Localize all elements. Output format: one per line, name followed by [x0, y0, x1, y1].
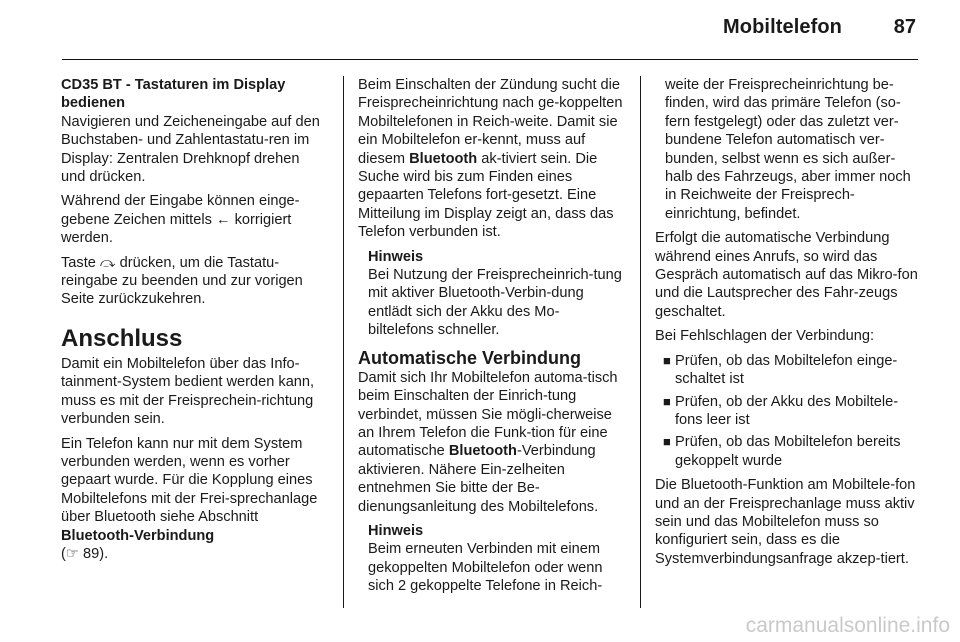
watermark: carmanualsonline.info	[745, 614, 950, 637]
paragraph: Während der Eingabe können einge-gebene Zeichen mittels ← korrigiert werden.	[61, 193, 300, 247]
bullet-list	[655, 352, 921, 470]
header-rule	[62, 59, 918, 60]
bullet-square-icon: ■	[663, 352, 671, 368]
column-3	[655, 76, 921, 574]
list-item	[655, 433, 921, 470]
paragraph-text: Damit sich Ihr Mobiltelefon automa-tisch beim Einschalten der Einrich-tung verbindet, müssen Sie mögli-cherweise an Ihrem Telefon die Funk-tion für eine automatische	[358, 369, 618, 460]
bold-term: Bluetooth	[409, 150, 478, 167]
note-text: Beim erneuten Verbinden mit einem gekoppelten Mobiltelefon oder wenn sich 2 gekoppelte Telefone in Reich-	[368, 541, 603, 595]
paragraph: Navigieren und Zeicheneingabe auf den Buchstaben- und Zahlentastatu-ren im Display: Zentralen Drehknopf drehen und drücken.	[61, 113, 320, 186]
section-heading: Anschluss	[61, 324, 183, 352]
page-number: 87	[893, 16, 916, 38]
list-item-text: Prüfen, ob der Akku des Mobiltele-fons leer ist	[675, 393, 899, 428]
note-box	[358, 522, 624, 596]
bold-term: Bluetooth	[448, 443, 517, 460]
paragraph-text: Ein Telefon kann nur mit dem System verbunden werden, wenn es vorher gepaart wurde. Für die Kopplung eines Mobiltelefons mit der Frei-sprechanlage über Bluetooth siehe Abschnitt	[61, 435, 318, 526]
paragraph-text: -Verbindung aktivieren. Nähere Ein-zelheiten entnehmen Sie bitte der Be-dienungsanleitung des Mobiltelefons.	[358, 443, 599, 515]
page-reference[interactable]: (☞ 89).	[61, 545, 109, 562]
cross-reference-link[interactable]: Bluetooth-Verbindung	[61, 527, 215, 544]
note-heading: Hinweis	[368, 248, 424, 265]
bullet-square-icon: ■	[663, 434, 671, 450]
paragraph: Damit ein Mobiltelefon über das Info-tainment-System bedient werden kann, muss es mit der Freisprechein-richtung verbunden sein.	[61, 355, 315, 428]
paragraph-text: ak-tiviert sein. Die Suche wird bis zum Finden eines gepaarten Telefons fort-gesetzt. Eine Mitteilung im Display zeigt an, dass das Telefon verbunden ist.	[358, 150, 614, 241]
note-box	[358, 248, 624, 340]
note-continuation: weite der Freisprecheinrichtung be-finden, wird das primäre Telefon (so-fern festgelegt) oder das zuletzt ver-bundene Telefon automatisch ver-bunden, selbst wenn es sich außer-halb des Fahrzeugs, aber immer noch in Reichweite der Freisprech-einrichtung, befindet.	[665, 77, 911, 222]
paragraph: Erfolgt die automatische Verbindung während eines Anrufs, so wird das Gespräch automatisch auf das Mikro-fon und die Lautsprecher des Fahr-zeugs geschaltet.	[655, 230, 918, 320]
paragraph	[358, 369, 624, 516]
list-item-text: Prüfen, ob das Mobiltelefon einge-schaltet ist	[675, 352, 898, 388]
list-item	[655, 352, 921, 389]
paragraph	[358, 76, 624, 242]
column-1	[61, 76, 327, 569]
paragraph-text: Beim Einschalten der Zündung sucht die Freisprecheinrichtung nach ge-koppelten Mobiltelefonen in Reich-weite. Damit sie ein Mobiltelefon er-kennt, muss auf diesem	[358, 77, 623, 167]
paragraph	[61, 435, 327, 564]
bullet-square-icon: ■	[663, 393, 671, 409]
column-divider-2	[640, 76, 641, 608]
paragraph: Taste ⤼ drücken, um die Tastatu-reingabe zu beenden und zur vorigen Seite zurückzukehren.	[61, 254, 303, 308]
paragraph: Bei Fehlschlagen der Verbindung:	[655, 328, 875, 345]
section-heading: Automatische Verbindung	[358, 347, 582, 368]
note-text: Bei Nutzung der Freisprecheinrich-tung mit aktiver Bluetooth-Verbin-dung entlädt sich der Akku des Mo-biltelefons schneller.	[368, 267, 622, 339]
page-header	[0, 0, 960, 60]
list-item	[655, 393, 921, 430]
list-item-text: Prüfen, ob das Mobiltelefon bereits gekoppelt wurde	[675, 434, 901, 469]
section-subheading: CD35 BT - Tastaturen im Display bedienen	[61, 77, 286, 112]
note-heading: Hinweis	[368, 522, 424, 539]
page-title: Mobiltelefon	[723, 16, 842, 38]
column-2	[358, 76, 624, 602]
column-divider-1	[343, 76, 344, 608]
paragraph: Die Bluetooth-Funktion am Mobiltele-fon und an der Freisprechanlage muss aktiv sein und das Mobiltelefon muss so konfiguriert sein, dass es die Systemverbindungsanfrage akzep-tiert.	[655, 477, 916, 567]
